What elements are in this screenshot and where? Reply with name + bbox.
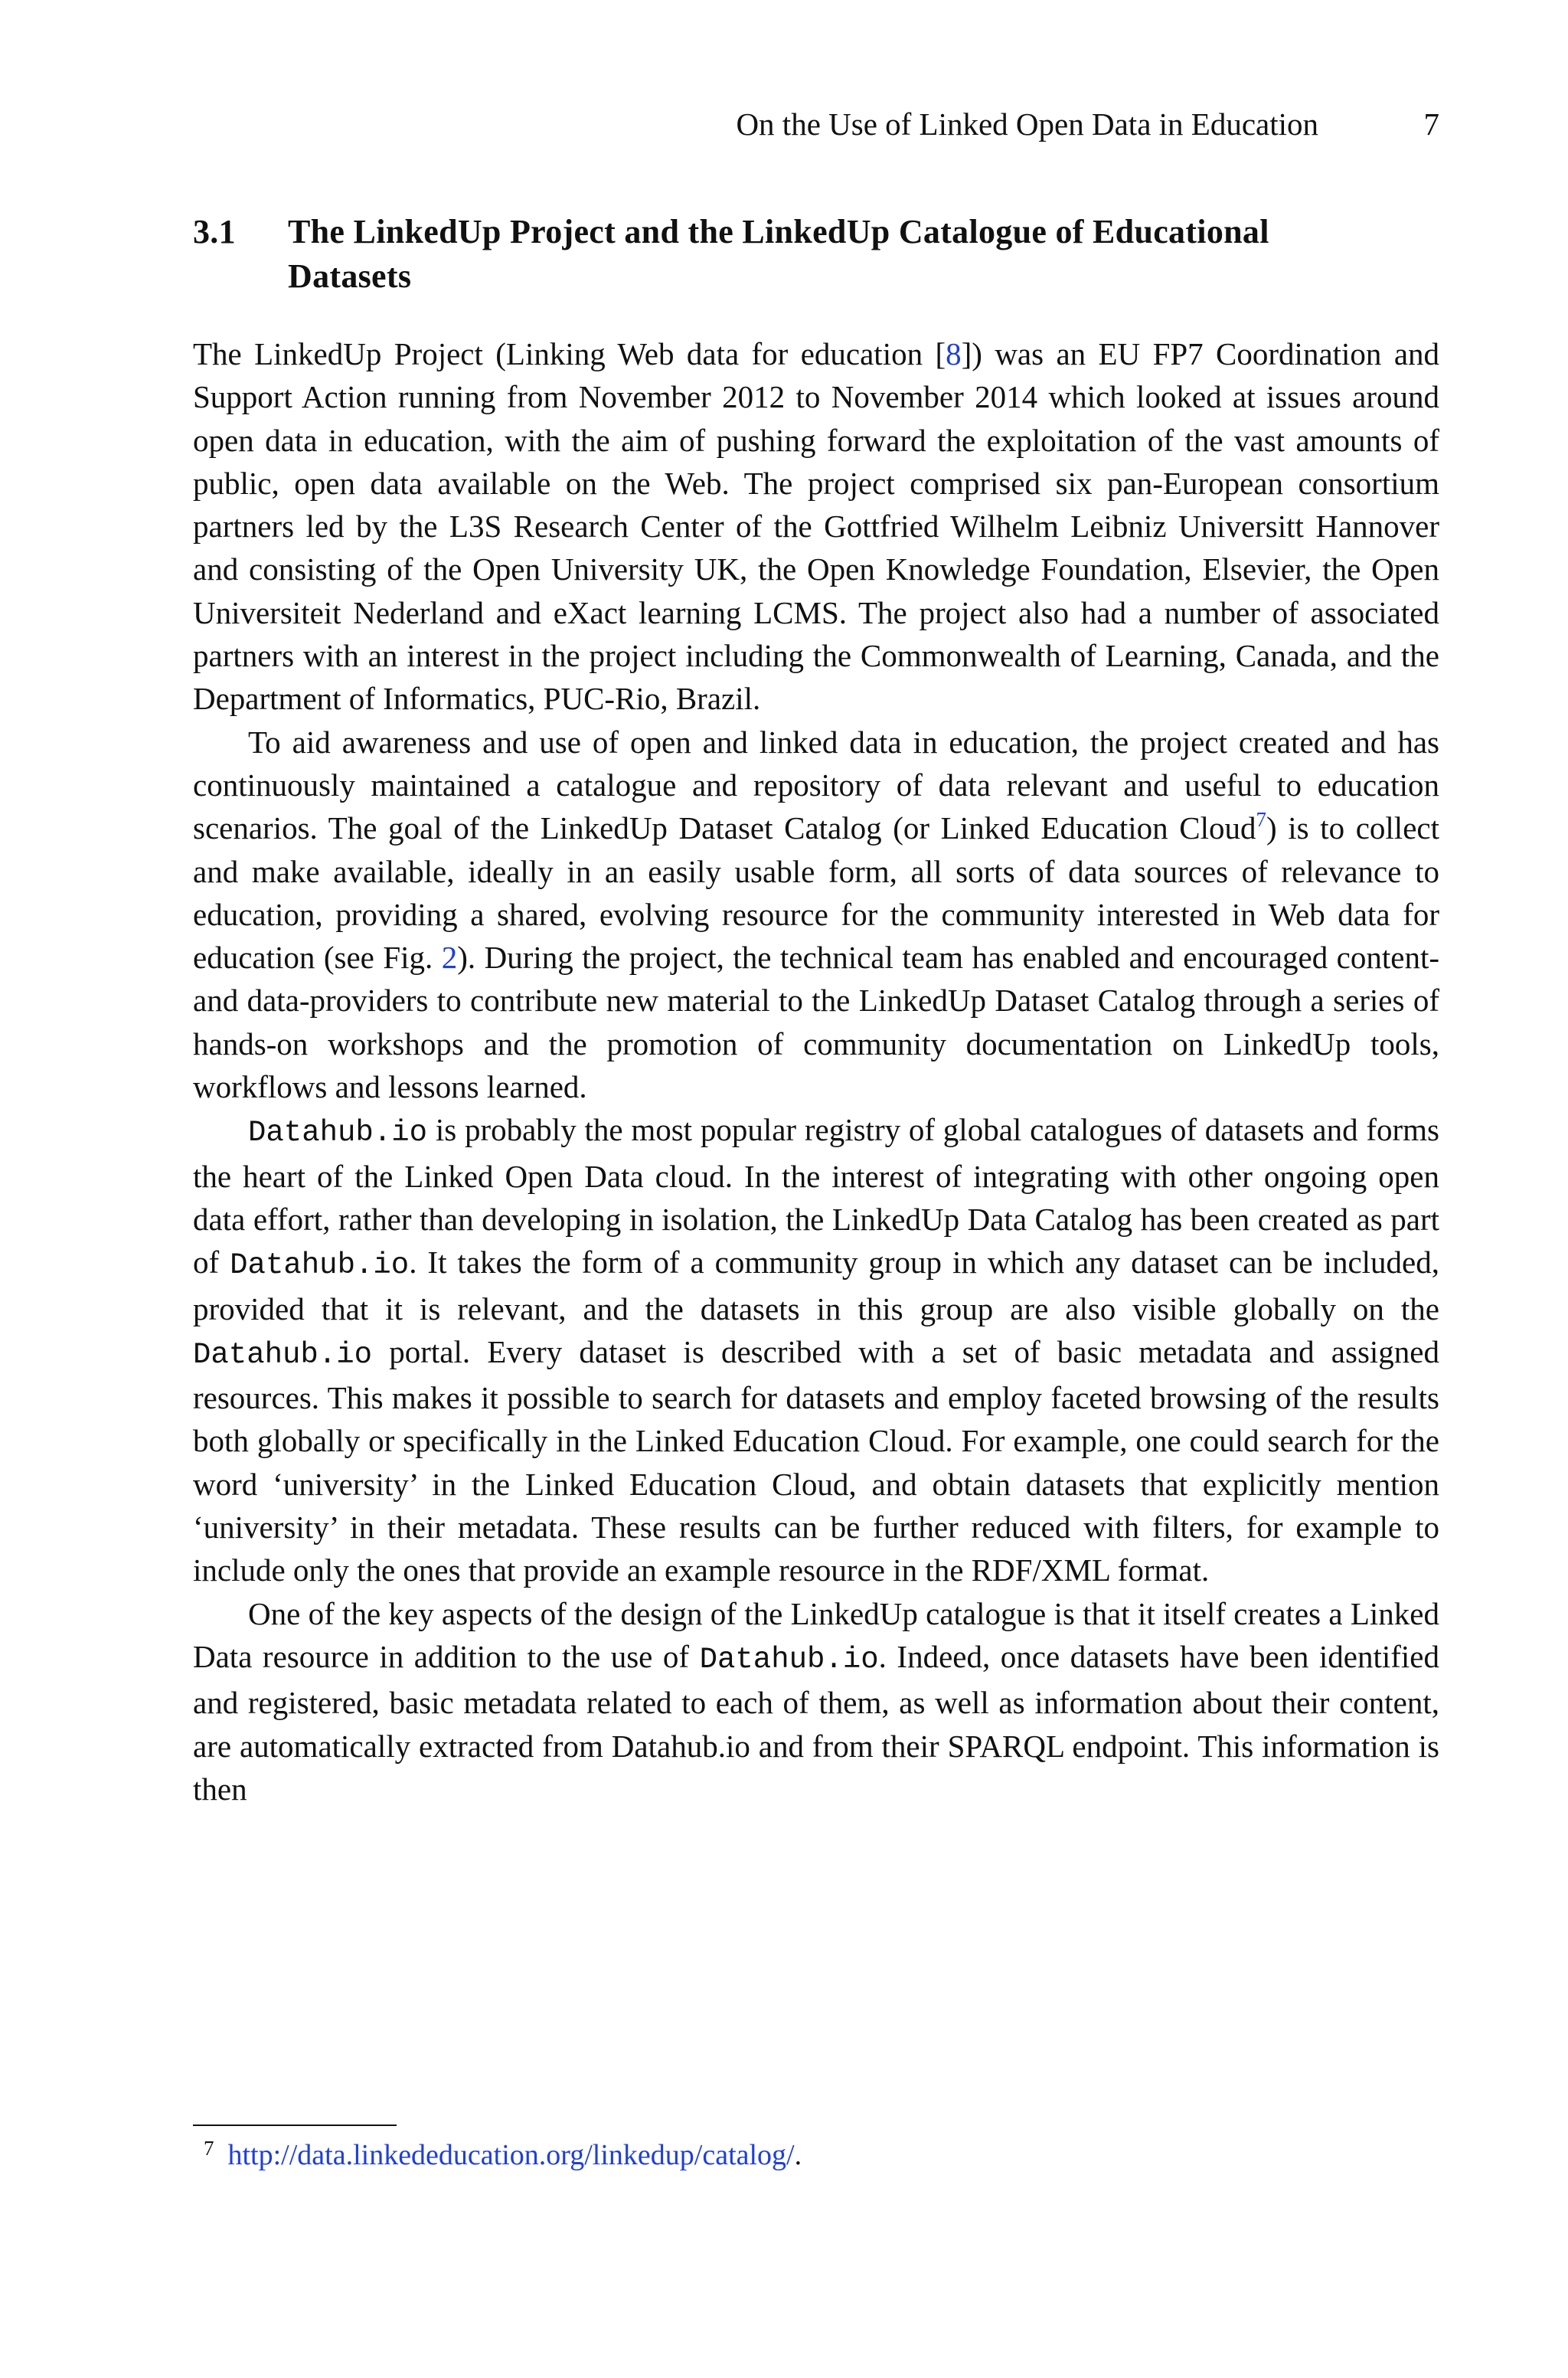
body-text [193,332,1439,1810]
footnote-number: 7 [204,2137,214,2160]
paragraph-3-text-2: . It takes the form of a community group in which any dataset can be included, provided that it is relevant, and the datasets in this group are also visible globally on the [193,1245,1440,1326]
section-title: The LinkedUp Project and the LinkedUp Catalogue of Educational Datasets [288,213,1269,295]
paragraph-3-text-3: portal. Every dataset is described with a set of basic metadata and assigned resources. This makes it possible to search for datasets and employ faceted browsing of the results both globally or specifically in the Linked Education Cloud. For example, one could search for the word ‘university’ in the Linked Education Cloud, and obtain datasets that explicitly mention ‘university’ in their metadata. These results can be further reduced with filters, for example to include only the ones that provide an example resource in the RDF/XML format. [193,1333,1439,1588]
footnote-7 [193,2137,1439,2176]
figure-link-2[interactable]: 2 [441,940,458,976]
footnote-divider [193,2124,397,2126]
paragraph-2 [193,721,1439,1109]
code-datahub-3: Datahub.io [193,1337,373,1372]
running-head-title: On the Use of Linked Open Data in Education [736,106,1318,142]
page [193,100,1439,1810]
code-datahub-1: Datahub.io [248,1116,428,1150]
paragraph-1-text-1: The LinkedUp Project (Linking Web data for education [ [193,336,946,371]
paragraph-2-text-2: ) is to collect and make available, ideally in an easily usable form, all sorts of data sources of relevance to education, providing a shared, evolving resource for the community interested in Web data for education (see Fig. [193,810,1439,976]
paragraph-1 [193,332,1439,721]
paragraph-4 [193,1592,1439,1810]
running-head [193,100,1439,149]
paragraph-2-text-1: To aid awareness and use of open and linked data in education, the project created and has continuously maintained a catalogue and repository of data relevant and useful to education scenarios. The goal of the LinkedUp Dataset Catalog (or Linked Education Cloud [193,724,1439,846]
footnote-trailing: . [794,2139,802,2171]
paragraph-3-text-1: is probably the most popular registry of global catalogues of datasets and forms the heart of the Linked Open Data cloud. In the interest of integrating with other ongoing open data effort, rather than developing in isolation, the LinkedUp Data Catalog has been created as part of [193,1112,1439,1281]
paragraph-4-text-2: . Indeed, once datasets have been identified and registered, basic metadata related to each of them, as well as information about their content, are automatically extracted from Datahub.io and from their SPARQL endpoint. This information is then [193,1638,1439,1807]
paragraph-3 [193,1108,1439,1591]
section-number: 3.1 [193,213,236,250]
footnote-mark-link-7[interactable]: 7 [1256,808,1266,832]
code-datahub-4: Datahub.io [699,1642,879,1676]
paragraph-4-text-1: One of the key aspects of the design of the LinkedUp catalogue is that it itself creates a Linked Data resource in addition to the use of [193,1595,1439,1674]
page-number: 7 [1423,106,1439,142]
footnote-url-link[interactable]: http://data.linkededucation.org/linkedup/catalog/ [227,2139,795,2171]
paragraph-1-text-2: ]) was an EU FP7 Coordination and Support Action running from November 2012 to November 2014 which looked at issues around open data in education, with the aim of pushing forward the exploitation of the vast amounts of public, open data available on the Web. The project comprised six pan-European consortium partners led by the L3S Research Center of the Gottfried Wilhelm Leibniz Universitt Hannover and consisting of the Open University UK, the Open Knowledge Foundation, Elsevier, the Open Universiteit Nederland and eXact learning LCMS. The project also had a number of associated partners with an interest in the project including the Commonwealth of Learning, Canada, and the Department of Informatics, PUC-Rio, Brazil. [193,336,1440,717]
paragraph-2-text-3: ). During the project, the technical team has enabled and encouraged content- and data-providers to contribute new material to the LinkedUp Dataset Catalog through a series of hands-on workshops and the promotion of community documentation on LinkedUp tools, workflows and lessons learned. [193,940,1439,1105]
code-datahub-2: Datahub.io [230,1248,410,1283]
section-heading [193,210,1439,299]
citation-link-8[interactable]: 8 [946,336,962,371]
